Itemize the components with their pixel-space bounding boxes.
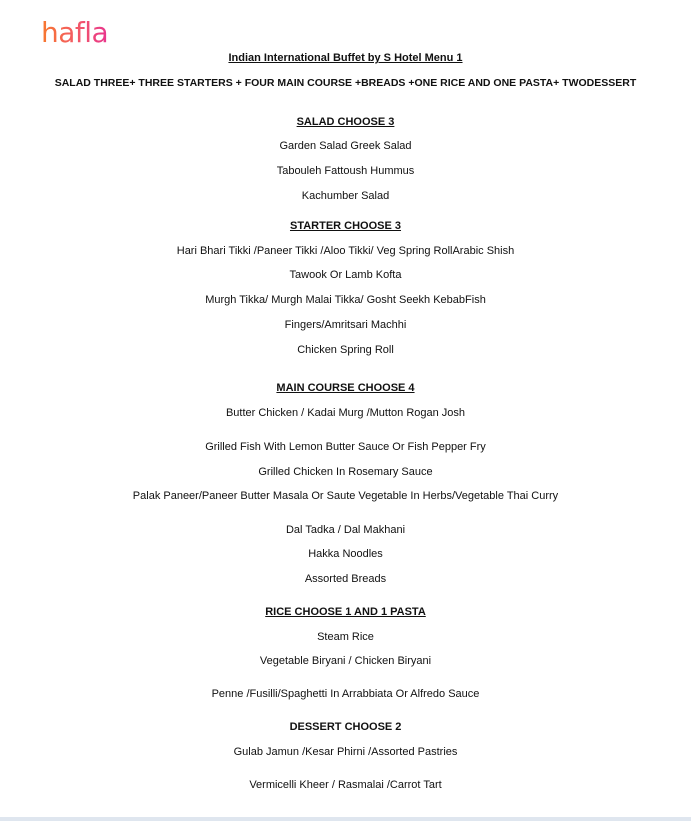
menu-item: Vermicelli Kheer / Rasmalai /Carrot Tart [249, 779, 442, 791]
menu-item: Murgh Tikka/ Murgh Malai Tikka/ Gosht Seekh KebabFish [205, 294, 486, 306]
menu-item: Garden Salad Greek Salad [279, 140, 412, 152]
dessert-heading: DESSERT CHOOSE 2 [289, 721, 402, 733]
menu-summary: SALAD THREE+ THREE STARTERS + FOUR MAIN COURSE +BREADS +ONE RICE AND ONE PASTA+ TWODESSERT [54, 77, 637, 89]
rice-heading: RICE CHOOSE 1 AND 1 PASTA [265, 606, 426, 618]
salad-heading: SALAD CHOOSE 3 [296, 116, 395, 128]
menu-item: Hakka Noodles [308, 548, 383, 560]
page-bottom-edge [0, 817, 691, 821]
menu-item: Fingers/Amritsari Machhi [284, 319, 407, 331]
menu-title: Indian International Buffet by S Hotel Menu 1 [228, 52, 463, 64]
menu-item: Tabouleh Fattoush Hummus [276, 165, 415, 177]
hafla-logo: hafla [41, 14, 108, 52]
menu-item: Tawook Or Lamb Kofta [289, 269, 402, 281]
menu-item: Grilled Chicken In Rosemary Sauce [258, 466, 433, 478]
menu-item: Butter Chicken / Kadai Murg /Mutton Rogan Josh [225, 407, 466, 419]
menu-item: Vegetable Biryani / Chicken Biryani [259, 655, 432, 667]
menu-item: Palak Paneer/Paneer Butter Masala Or Saute Vegetable In Herbs/Vegetable Thai Curry [132, 490, 559, 502]
menu-item: Dal Tadka / Dal Makhani [285, 524, 406, 536]
menu-item: Steam Rice [317, 631, 374, 643]
starter-heading: STARTER CHOOSE 3 [289, 220, 402, 232]
menu-item: Assorted Breads [304, 573, 387, 585]
menu-item: Gulab Jamun /Kesar Phirni /Assorted Pastries [233, 746, 458, 758]
menu-item: Kachumber Salad [301, 190, 390, 202]
menu-item: Hari Bhari Tikki /Paneer Tikki /Aloo Tikki/ Veg Spring RollArabic Shish [176, 245, 515, 257]
main-course-heading: MAIN COURSE CHOOSE 4 [276, 382, 415, 394]
menu-item: Grilled Fish With Lemon Butter Sauce Or Fish Pepper Fry [205, 441, 486, 453]
menu-item: Chicken Spring Roll [297, 344, 394, 356]
menu-item: Penne /Fusilli/Spaghetti In Arrabbiata Or Alfredo Sauce [211, 688, 480, 700]
